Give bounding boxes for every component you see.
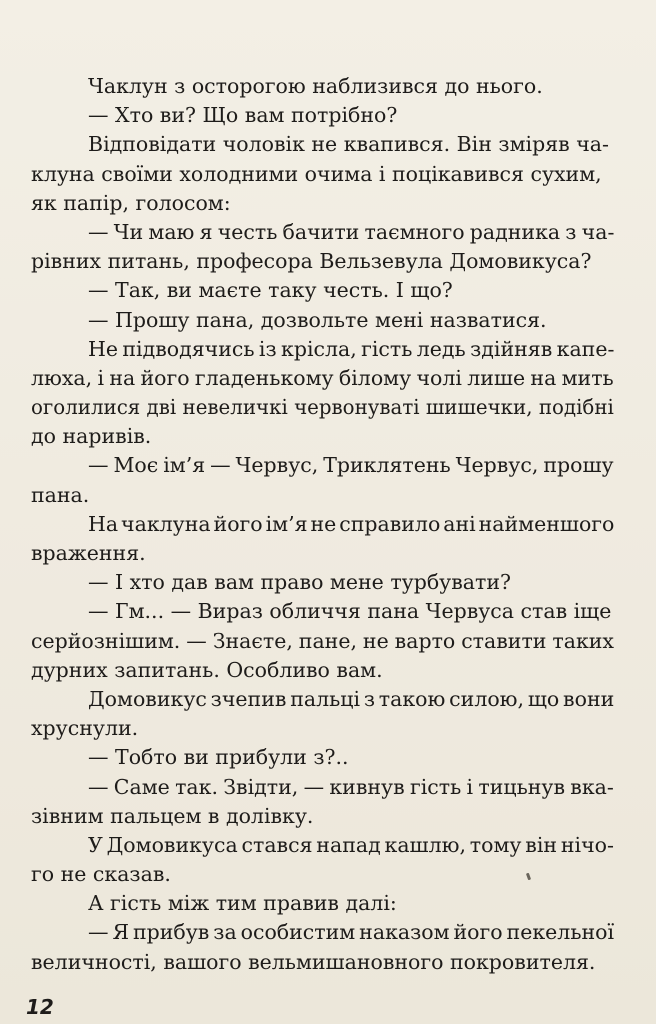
- page-number: 12: [26, 995, 54, 1019]
- text-line: серйознішим. — Знаєте, пане, не варто ставити таких: [31, 628, 614, 653]
- text-line: до наривів.: [31, 424, 152, 449]
- text-line: — Саме так. Звідти, — кивнув гість і тицьнув вка-: [88, 774, 614, 799]
- text-line: оголилися дві невеличкі червонуваті шишечки, подібні: [31, 395, 614, 420]
- text-line: — І хто дав вам право мене турбувати?: [88, 570, 512, 595]
- text-line: як папір, голосом:: [31, 190, 231, 215]
- text-line: клуна своїми холодними очима і поцікавився сухим,: [31, 161, 602, 186]
- text-line: — Чи маю я честь бачити таємного радника з ча-: [88, 219, 615, 244]
- text-line: — Прошу пана, дозвольте мені назватися.: [88, 307, 547, 332]
- body-text: [31, 72, 615, 977]
- text-line: Відповідати чоловік не квапився. Він зміряв ча-: [88, 132, 609, 157]
- text-line: — Я прибув за особистим наказом його пекельної: [88, 920, 615, 945]
- text-line: — Так, ви маєте таку честь. І що?: [88, 278, 453, 303]
- text-line: враження.: [31, 541, 146, 565]
- text-line: Домовикус зчепив пальці з такою силою, що вони: [88, 686, 615, 711]
- text-line: Чаклун з осторогою наблизився до нього.: [88, 74, 543, 98]
- text-line: — Хто ви? Що вам потрібно?: [88, 103, 398, 128]
- text-line: рівних питань, професора Вельзевула Домовикуса?: [31, 249, 592, 274]
- text-line: Не підводячись із крісла, гість ледь здійняв капе-: [88, 336, 615, 361]
- text-line: — Моє ім’я — Червус, Триклятень Червус, прошу: [88, 453, 614, 478]
- text-line: го не сказав.: [31, 862, 171, 887]
- text-line: У Домовикуса стався напад кашлю, тому він нічо-: [88, 832, 614, 857]
- text-line: — Гм... — Вираз обличчя пана Червуса став іще: [88, 599, 612, 624]
- text-line: величності, вашого вельмишановного покровителя.: [31, 949, 596, 974]
- text-line: зівним пальцем в долівку.: [31, 803, 314, 828]
- text-line: На чаклуна його ім’я не справило ані найменшого: [88, 511, 615, 536]
- text-line: пана.: [31, 482, 90, 507]
- text-line: дурних запитань. Особливо вам.: [31, 657, 383, 682]
- text-line: люха, і на його гладенькому білому чолі лише на мить: [31, 365, 614, 390]
- text-line: — Тобто ви прибули з?..: [88, 745, 349, 770]
- text-line: хруснули.: [31, 716, 139, 741]
- text-line: А гість між тим правив далі:: [88, 891, 397, 916]
